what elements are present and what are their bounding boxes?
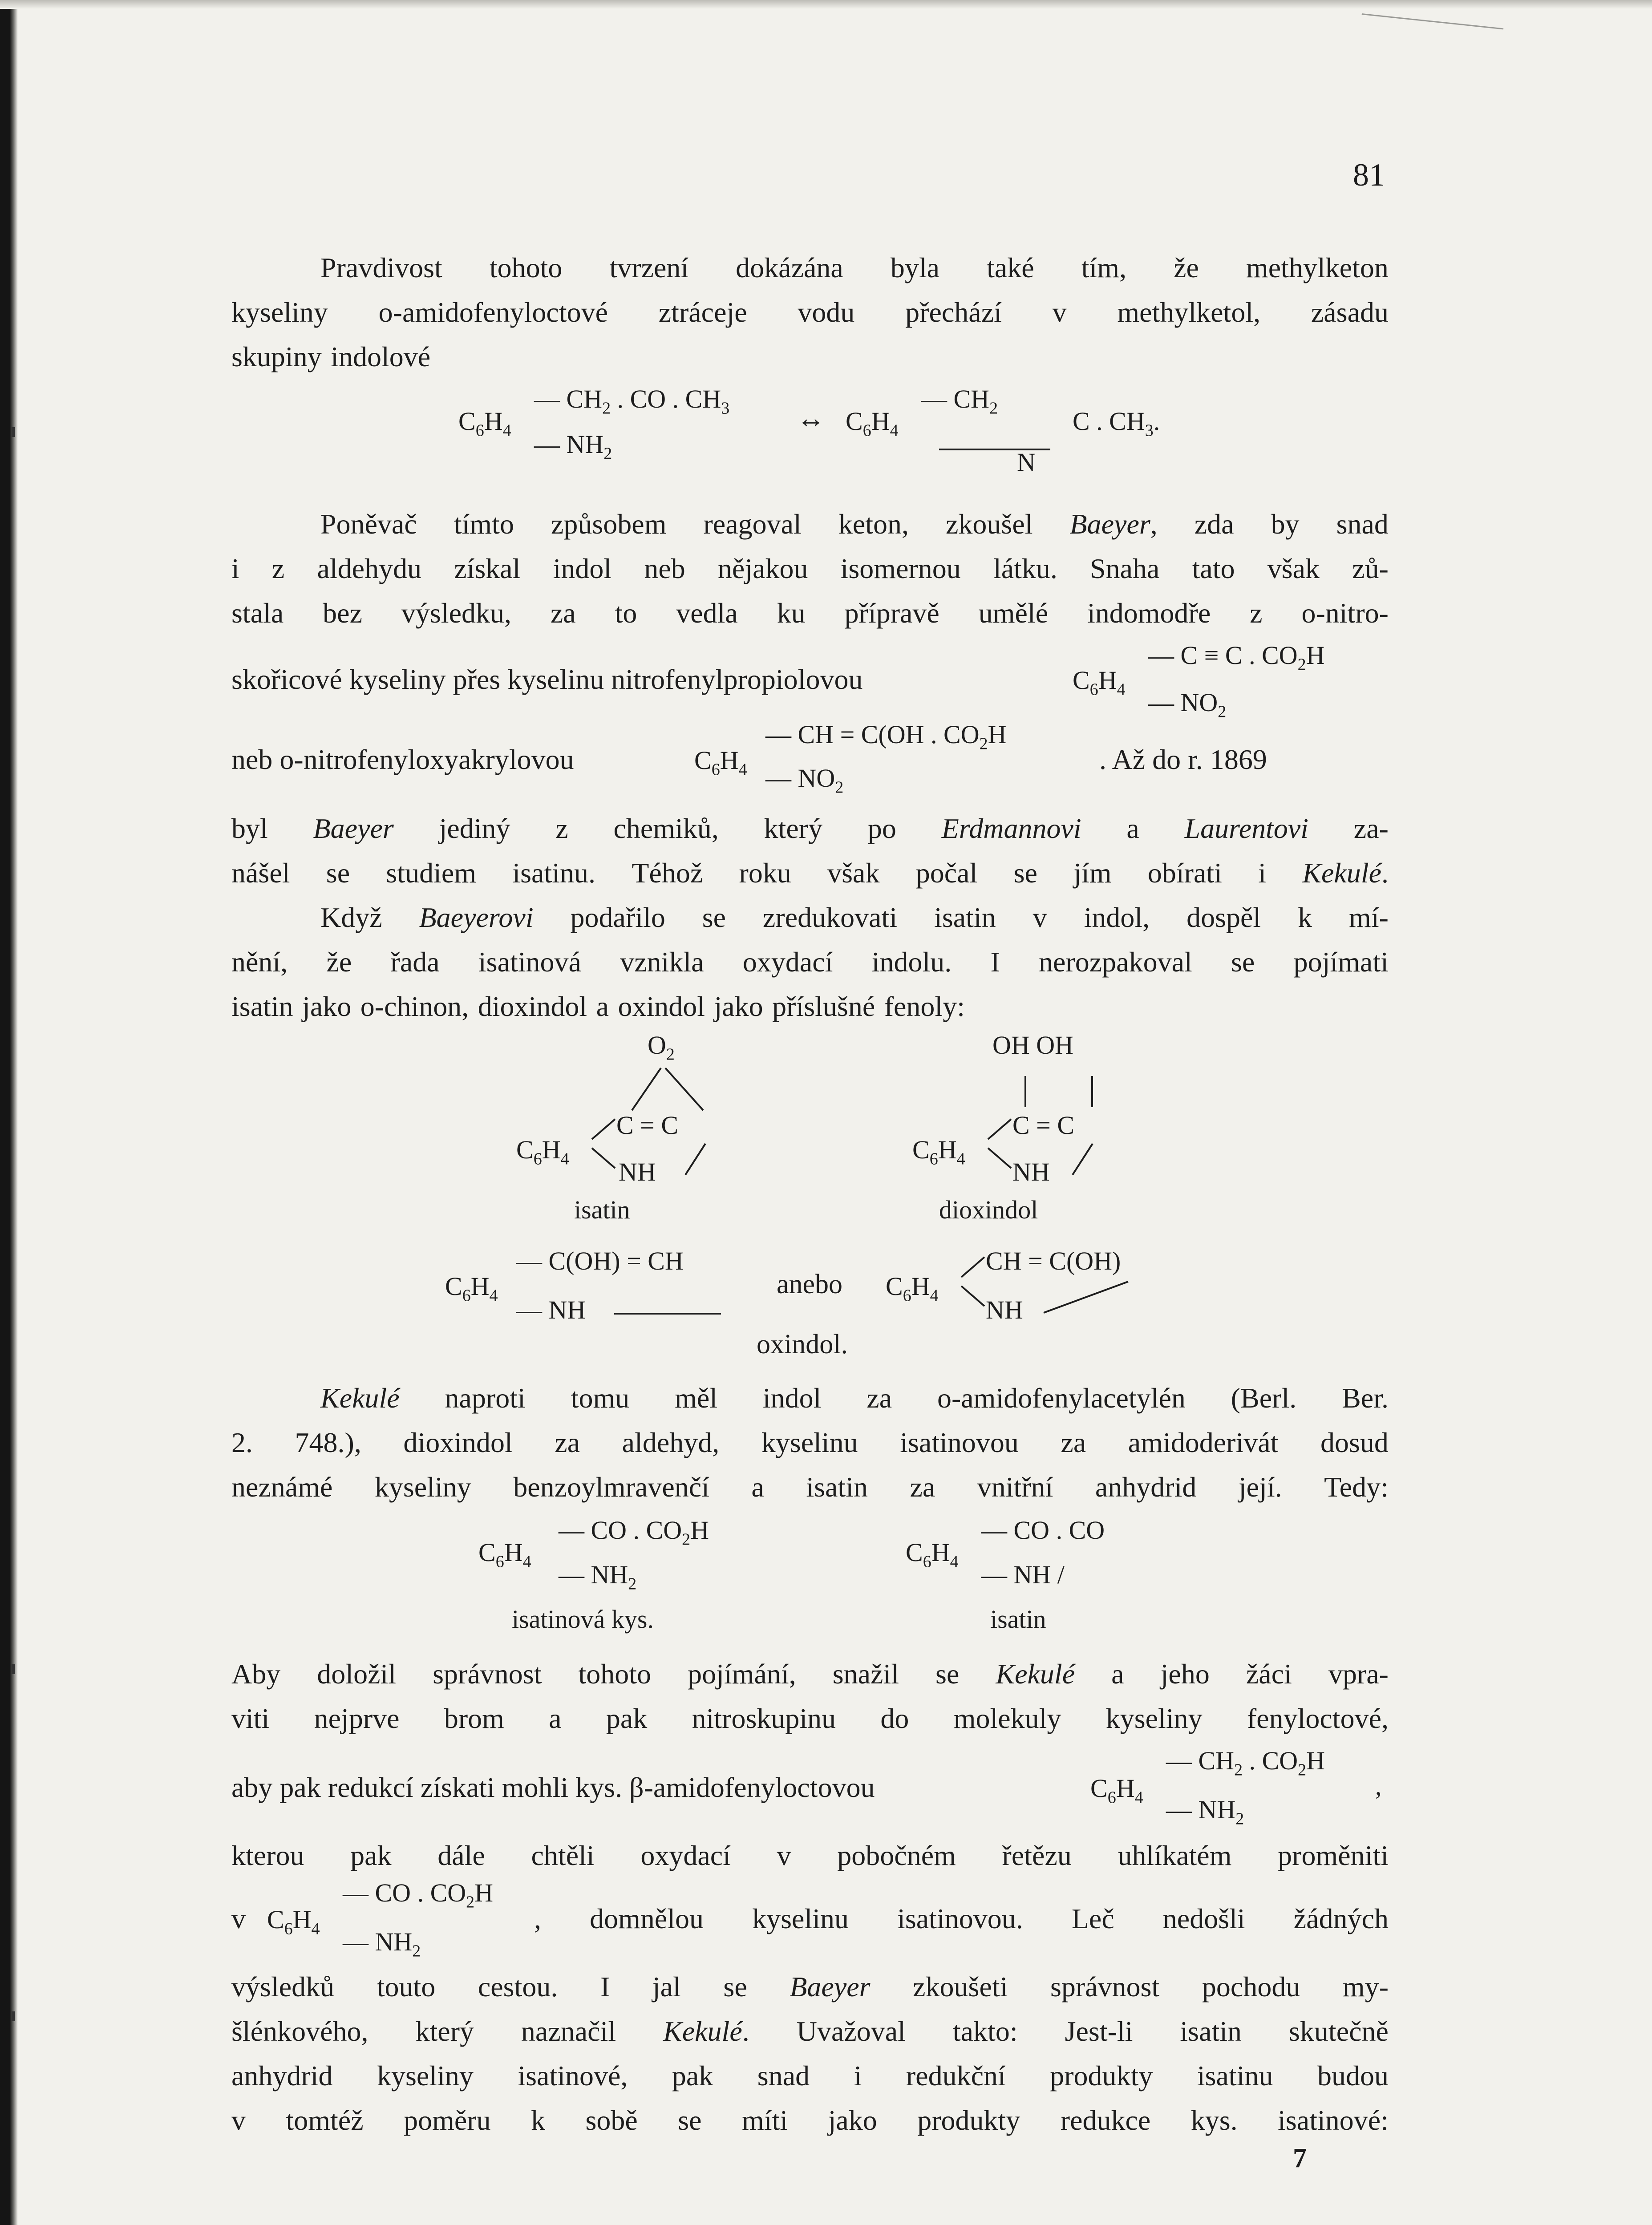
ring-bond-right [1068, 1139, 1099, 1179]
text-fragment: , domnělou kyselinu isatinovou. Leč nedošli žádných [534, 1903, 1389, 1934]
formula-top: — CO . $CO_2H$ [559, 1516, 709, 1549]
ring-bonds-left [957, 1246, 988, 1313]
formula-base: $C_6H_4$ [1090, 1774, 1143, 1807]
text-line: skupiny indolové [231, 341, 431, 372]
ring-bond-right [681, 1139, 712, 1179]
text-line: nášel se studiem isatinu. Téhož roku však počal se jím obírati i Kekulé. [231, 857, 1389, 889]
paragraph-baeyer [231, 502, 1389, 635]
formula-bottom: — $NH_2$ [1166, 1795, 1244, 1829]
formula-top: CH = C(OH) [986, 1246, 1121, 1275]
text-line: kyseliny o-amidofenyloctové ztráceje vodu přechází v methylketol, zásadu [231, 296, 1389, 328]
formula-right: C . $CH_3$. [1073, 407, 1160, 440]
text-line: Aby doložil správnost tohoto pojímání, snažil se Kekulé a jeho žáci vpra- [231, 1658, 1389, 1690]
paragraph-kekule [231, 1376, 1389, 1509]
formula-base: $C_6H_4$ [846, 407, 899, 440]
formula-base: $C_6H_4$ [1073, 666, 1126, 699]
paragraph-isatin [231, 806, 1389, 1029]
formula-base: $C_6H_4$ [694, 746, 747, 779]
formula-bottom: — NH [516, 1295, 586, 1324]
text-line: stala bez výsledku, za to vedla ku přípravě umělé indomodře z o-nitro- [231, 597, 1389, 629]
page-binding-shadow [0, 0, 18, 2225]
formula-base: $C_6H_4$ [912, 1135, 965, 1169]
text-line: isatin jako o-chinon, dioxindol a oxindol jako příslušné fenoly: [231, 991, 965, 1022]
formula-ring-bottom: NH [1012, 1157, 1050, 1186]
text-line: kterou pak dále chtěli oxydací v pobočném řetězu uhlíkatém proměniti [231, 1840, 1389, 1871]
text-line: šlénkového, který naznačil Kekulé. Uvažoval takto: Jest-li isatin skutečně [231, 2015, 1389, 2047]
text-line: Poněvač tímto způsobem reagoval keton, zkoušel Baeyer, zda by snad [320, 508, 1389, 540]
text-fragment: . Až do r. 1869 [1099, 744, 1267, 775]
bond-vertical [1091, 1076, 1093, 1107]
formula-top: — C(OH) = CH [516, 1246, 684, 1275]
formula-top: — $CH_2$ . CO . $CH_3$ [534, 384, 730, 418]
text-line: Kekulé naproti tomu měl indol za o-amidofenylacetylén (Berl. Ber. [320, 1382, 1389, 1414]
formula-bottom: — $NH_2$ [534, 430, 612, 463]
paragraph-kekule-attempt [231, 1652, 1389, 1741]
text-line: anhydrid kyseliny isatinové, pak snad i redukční produkty isatinu budou [231, 2060, 1389, 2092]
bond-line [614, 1313, 721, 1315]
formula-label: isatin [574, 1195, 630, 1224]
text-line: skořicové kyseliny přes kyselinu nitrofenylpropiolovou [231, 663, 863, 695]
text-fragment: v [231, 1903, 246, 1934]
formula-top: — C ≡ C . $CO_2H$ [1148, 641, 1325, 674]
formula-bottom: — $NO_2$ [765, 764, 844, 797]
text-anebo: anebo [777, 1269, 843, 1299]
text-line: výsledků touto cestou. I jal se Baeyer zkoušeti správnost pochodu my- [231, 1971, 1389, 2002]
formula-label: isatin [990, 1605, 1046, 1634]
text-line: byl Baeyer jediný z chemiků, který po Erdmannovi a Laurentovi za- [231, 813, 1389, 844]
formula-base: $C_6H_4$ [886, 1272, 939, 1305]
text-line: Když Baeyerovi podařilo se zredukovati isatin v indol, dospěl k mí- [320, 902, 1389, 933]
formula-top: $O_2$ [648, 1031, 675, 1064]
margin-mark [12, 2011, 15, 2021]
formula-bottom: — $NH_2$ [559, 1560, 637, 1594]
formula-base: $C_6H_4$ [445, 1272, 498, 1305]
formula-ring-top: C = C [1012, 1111, 1075, 1140]
equilibrium-arrow: ↔ [797, 402, 825, 434]
text-line: nění, že řada isatinová vznikla oxydací indolu. I nerozpakoval se pojímati [231, 946, 1389, 978]
formula-base: $C_6H_4$ [516, 1135, 569, 1169]
text-line: Pravdivost tohoto tvrzení dokázána byla také tím, že methylketon [320, 252, 1389, 283]
formula-top: — $CH_2$ [921, 384, 998, 418]
text-line: v tomtéž poměru k sobě se míti jako produkty redukce kys. isatinové: [231, 2104, 1389, 2136]
ring-bonds-left [984, 1112, 1015, 1179]
text-line: viti nejprve brom a pak nitroskupinu do molekuly kyseliny fenyloctové, [231, 1703, 1389, 1734]
signature-mark: 7 [1293, 2143, 1307, 2173]
formula-label: oxindol. [757, 1329, 848, 1359]
formula-top: OH OH [992, 1031, 1074, 1060]
ring-bond-right [1039, 1277, 1137, 1317]
text-line: neznámé kyseliny benzoylmravenčí a isatin za vnitřní anhydrid její. Tedy: [231, 1471, 1389, 1503]
formula-top: — CH = C(OH . $CO_2H$ [765, 720, 1007, 753]
formula-bottom: — $NH_2$ [343, 1927, 421, 1961]
margin-mark [12, 427, 15, 437]
formula-base: $C_6H_4$ [478, 1538, 531, 1571]
formula-base: $C_6H_4$ [906, 1538, 959, 1571]
formula-label: dioxindol [939, 1195, 1038, 1224]
text-line: aby pak redukcí získati mohli kys. β-amidofenyloctovou [231, 1772, 875, 1803]
formula-bottom: — NH / [981, 1560, 1065, 1589]
paragraph-intro [231, 246, 1389, 379]
formula-base: $C_6H_4$ [267, 1905, 320, 1938]
scan-scratch [1362, 13, 1504, 29]
formula-top: — CO . $CO_2H$ [343, 1878, 494, 1912]
formula-base: $C_6H_4$ [458, 407, 511, 440]
formula-top: — $CH_2$ . $CO_2H$ [1166, 1746, 1325, 1780]
formula-trail: , [1375, 1772, 1382, 1800]
formula-ring-bottom: NH [619, 1157, 656, 1186]
margin-mark [12, 1664, 15, 1674]
text-line: 2. 748.), dioxindol za aldehyd, kyselinu isatinovou za amidoderivát dosud [231, 1427, 1389, 1458]
text-line: neb o-nitrofenyloxyakrylovou [231, 744, 574, 775]
formula-bottom: N [1017, 448, 1036, 477]
formula-bottom: NH [986, 1295, 1023, 1324]
paragraph-baeyer-reduction [231, 1965, 1389, 2143]
page-top-edge [0, 0, 1652, 9]
text-line: i z aldehydu získal indol neb nějakou isomernou látku. Snaha tato však zů- [231, 553, 1389, 584]
peroxide-bridge [623, 1064, 712, 1112]
bond-vertical [1024, 1076, 1026, 1107]
page-number: 81 [1353, 157, 1385, 193]
ring-bonds-left [587, 1112, 619, 1179]
paragraph-kekule-attempt-cont [231, 1833, 1389, 1878]
formula-label: isatinová kys. [512, 1605, 654, 1634]
formula-ring-top: C = C [616, 1111, 679, 1140]
formula-bottom: — $NO_2$ [1148, 688, 1227, 721]
bond-line [939, 449, 1050, 450]
formula-top: — CO . CO [981, 1516, 1105, 1545]
